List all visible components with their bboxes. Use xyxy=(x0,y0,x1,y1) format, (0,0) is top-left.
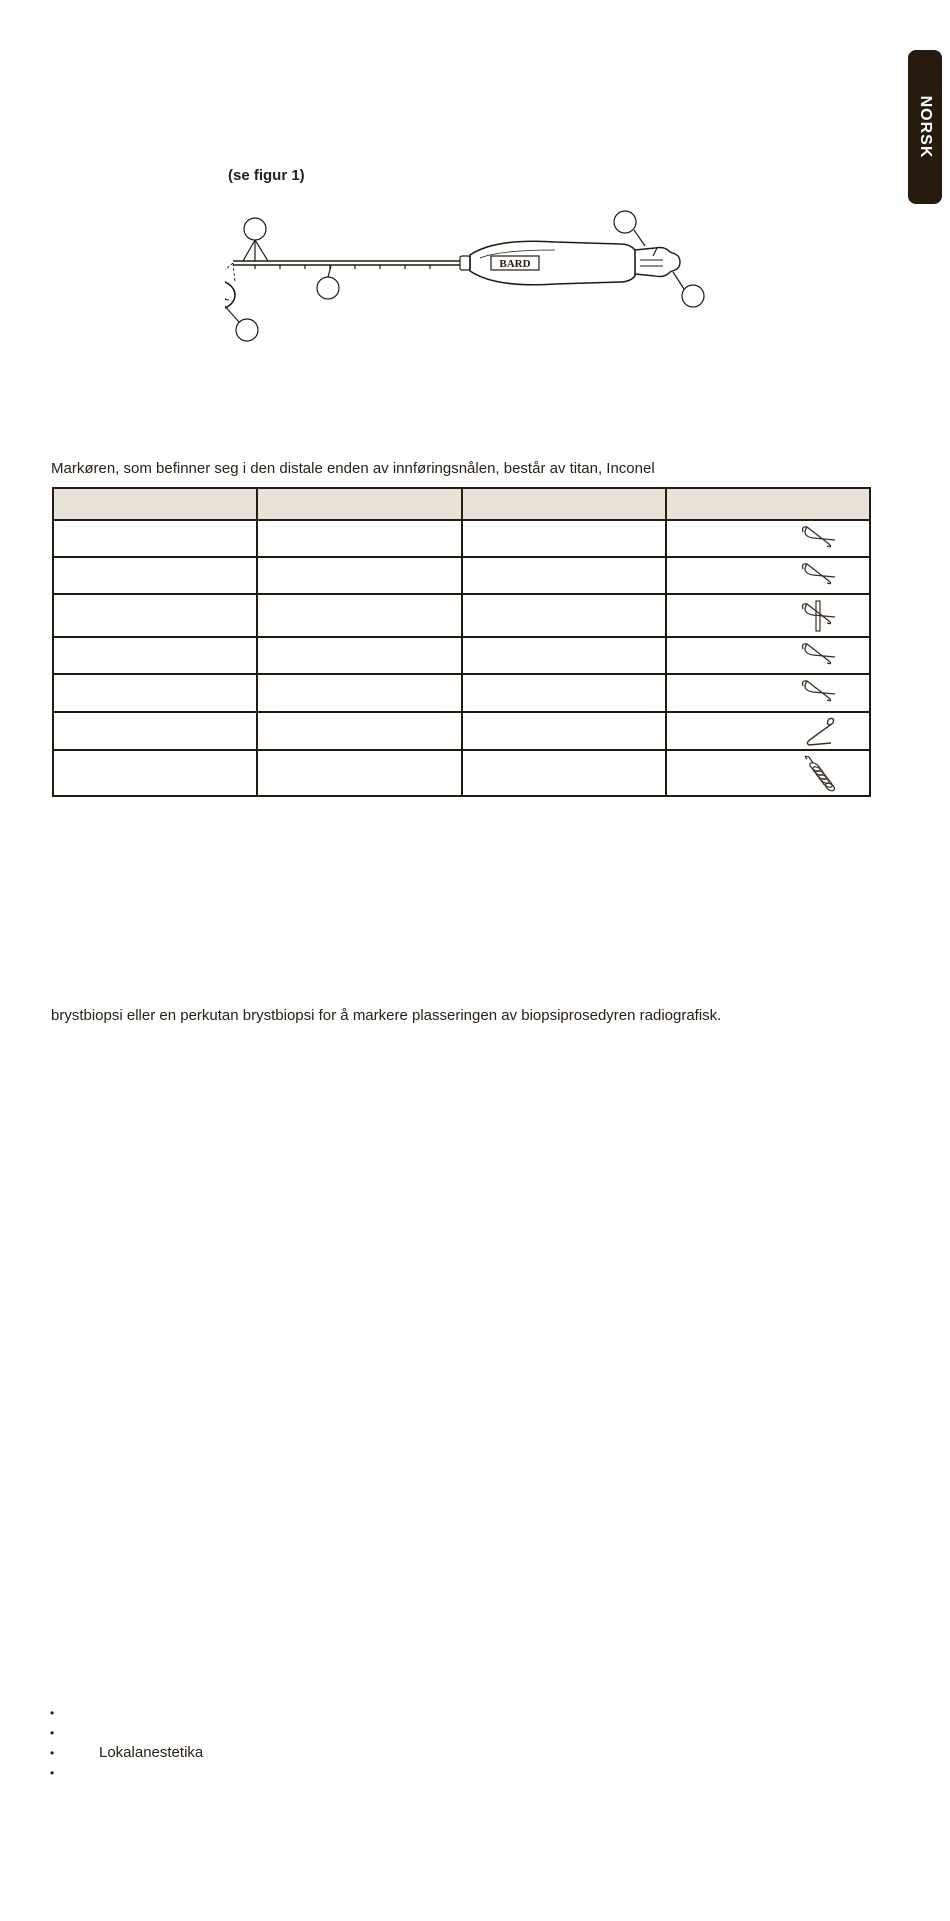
ribbon-clip-icon xyxy=(799,641,839,671)
table-row xyxy=(53,520,870,557)
callout-circle-4 xyxy=(682,285,704,307)
table-cell xyxy=(462,674,666,712)
table-header-cell xyxy=(462,488,666,520)
table-header-cell xyxy=(666,488,870,520)
callout-circle-1 xyxy=(244,218,266,240)
table-row xyxy=(53,750,870,796)
table-row xyxy=(53,674,870,712)
table-cell xyxy=(257,637,461,674)
list-item xyxy=(50,1723,219,1743)
list-item: • Lokalanestetika xyxy=(50,1743,219,1763)
list-item xyxy=(50,1763,219,1783)
table-cell xyxy=(666,594,870,637)
table-cell xyxy=(53,712,257,750)
figure-reference: (se figur 1) xyxy=(228,167,305,184)
table-cell xyxy=(666,637,870,674)
marker-table xyxy=(52,487,871,797)
biopsy-marker-device-illustration xyxy=(225,200,725,350)
purpose-text: brystbiopsi eller en perkutan brystbiopsi for å markere plasseringen av biopsiprosedyren radiografisk. xyxy=(51,1007,722,1024)
table-header-cell xyxy=(53,488,257,520)
table-cell xyxy=(53,637,257,674)
callout-circle-2 xyxy=(317,277,339,299)
table-cell xyxy=(462,594,666,637)
table-header-cell xyxy=(257,488,461,520)
callout-circle-5 xyxy=(236,319,258,341)
table-cell xyxy=(257,750,461,796)
table-cell xyxy=(462,712,666,750)
table-row xyxy=(53,637,870,674)
ribbon-clip-icon xyxy=(799,678,839,708)
marker-description: Markøren, som befinner seg i den distale enden av innføringsnålen, består av titan, Inconel xyxy=(51,460,655,477)
table-cell xyxy=(53,750,257,796)
table-cell xyxy=(53,520,257,557)
callout-circle-3 xyxy=(614,211,636,233)
table-cell xyxy=(462,557,666,594)
marker-zoom-ellipse xyxy=(225,280,235,310)
table-cell xyxy=(257,674,461,712)
brand-logo-text: BARD xyxy=(499,258,531,270)
table-cell xyxy=(666,674,870,712)
ribbon-clip-bar-icon xyxy=(799,599,839,633)
table-cell xyxy=(666,750,870,796)
table-row xyxy=(53,594,870,637)
table-cell xyxy=(462,520,666,557)
table-cell xyxy=(257,594,461,637)
ribbon-clip-icon xyxy=(799,524,839,554)
table-cell xyxy=(257,520,461,557)
applicator-handle xyxy=(470,241,635,285)
table-cell xyxy=(462,637,666,674)
table-cell xyxy=(53,594,257,637)
table-row xyxy=(53,557,870,594)
table-cell xyxy=(257,557,461,594)
language-tab xyxy=(908,50,942,204)
needle-hub xyxy=(460,256,470,270)
table-cell xyxy=(462,750,666,796)
hook-clip-icon xyxy=(799,715,839,747)
table-cell xyxy=(53,674,257,712)
list-item xyxy=(50,1703,219,1723)
coil-clip-icon xyxy=(799,753,839,793)
contraindications-list xyxy=(50,1703,219,1783)
table-row xyxy=(53,712,870,750)
table-cell xyxy=(666,520,870,557)
ribbon-clip-icon xyxy=(799,561,839,591)
table-cell xyxy=(257,712,461,750)
table-cell xyxy=(666,712,870,750)
table-header-row xyxy=(53,488,870,520)
table-cell xyxy=(53,557,257,594)
language-tab-label: NORSK xyxy=(917,95,934,159)
table-cell xyxy=(666,557,870,594)
